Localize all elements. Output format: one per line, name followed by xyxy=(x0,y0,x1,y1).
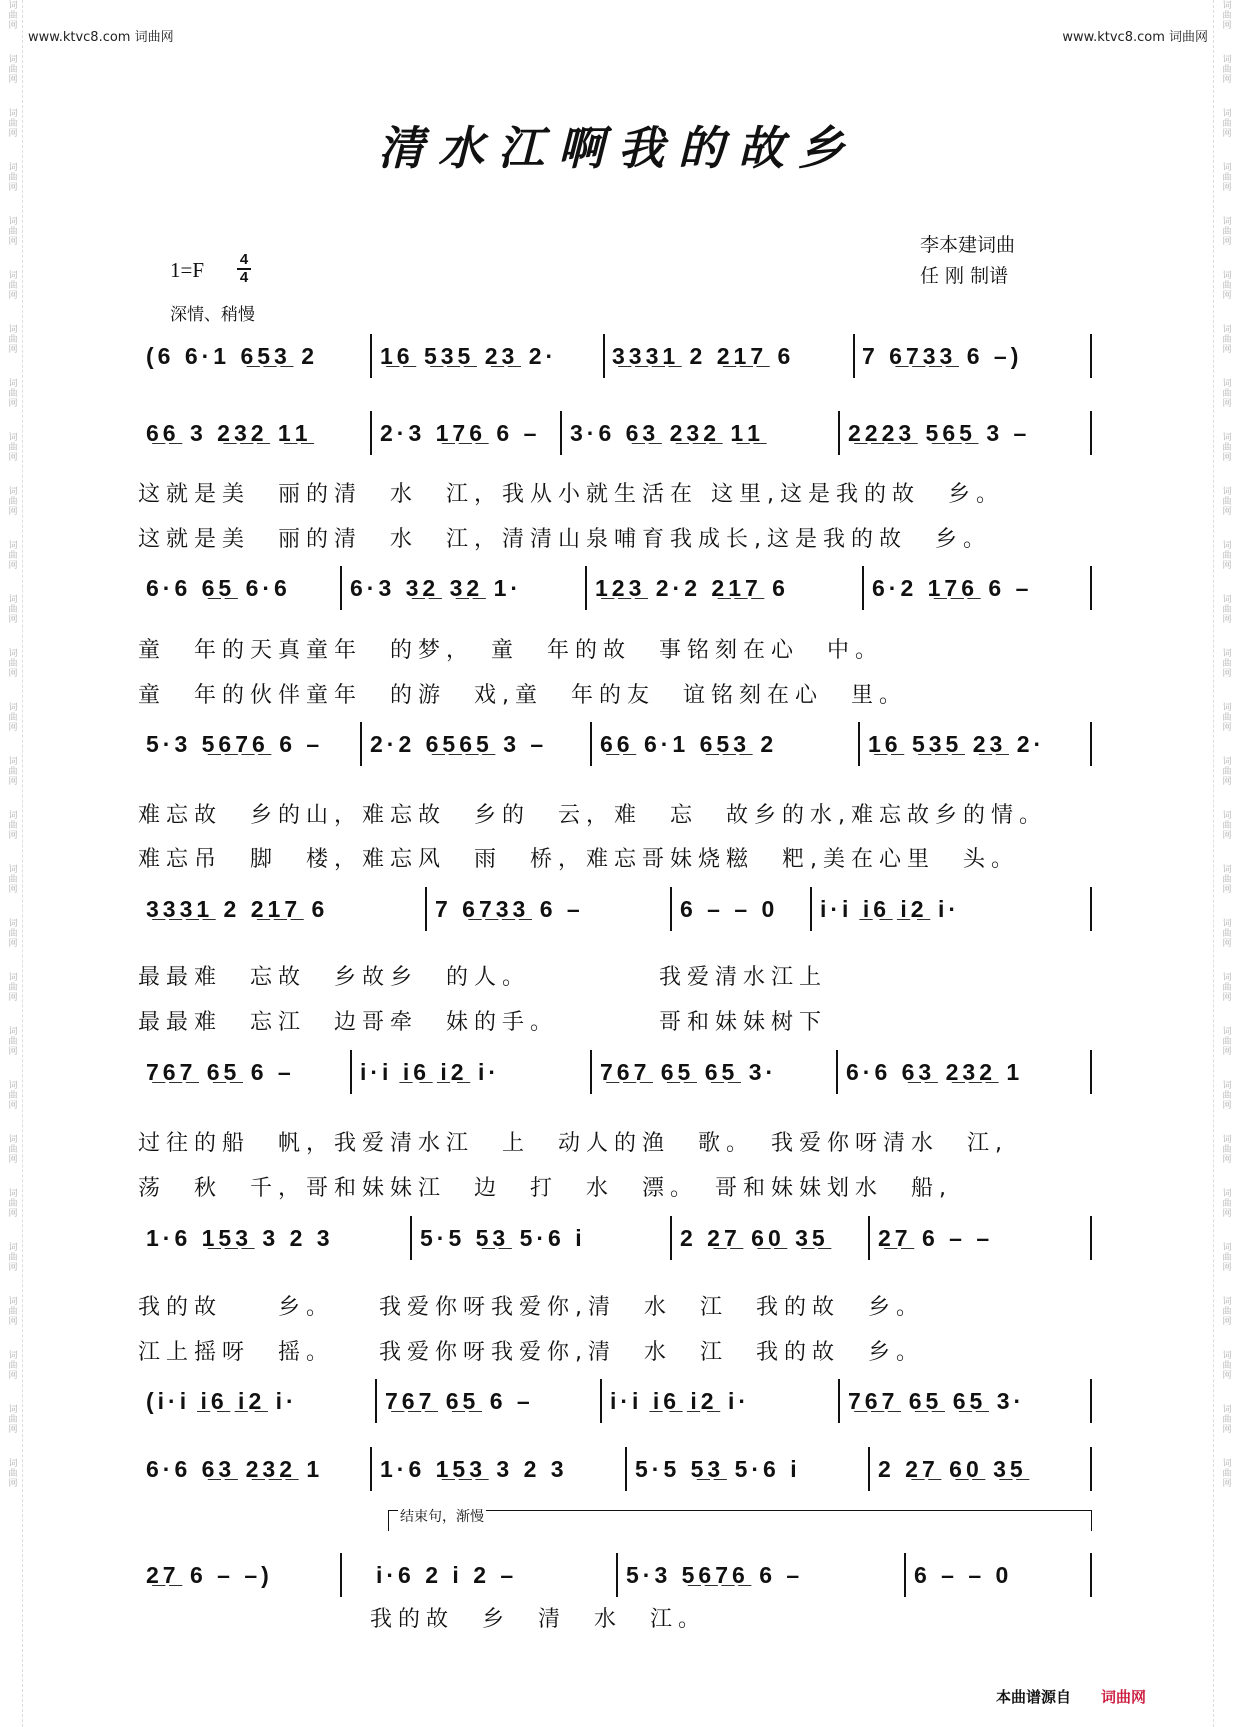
bar-line xyxy=(1090,722,1092,766)
measure: 6·2 1̲7̲6̲ 6 – xyxy=(872,575,1033,601)
bar-line xyxy=(1090,1553,1092,1597)
stripe-text: 词曲网 xyxy=(1220,324,1231,354)
score-row xyxy=(0,1050,1236,1094)
stripe-text: 词曲网 xyxy=(6,54,17,84)
measure: 1·6 1̲5̲3̲ 3 2 3 xyxy=(146,1225,334,1251)
stripe-text: 词曲网 xyxy=(1220,1296,1231,1326)
score-row xyxy=(0,1553,1236,1597)
measure: 7̲6̲7̲ 6̲5̲ 6̲5̲ 3· xyxy=(848,1388,1026,1414)
bar-line xyxy=(868,1216,870,1260)
stripe-text: 词曲网 xyxy=(6,1026,17,1056)
stripe-text: 词曲网 xyxy=(1220,108,1231,138)
score-row xyxy=(0,411,1236,455)
stripe-text: 词曲网 xyxy=(1220,648,1231,678)
measure: 3·6 6̲3̲ 2̲3̲2̲ 1̲1̲ xyxy=(570,420,764,446)
stripe-text: 词曲网 xyxy=(6,972,17,1002)
bar-line xyxy=(370,334,372,378)
stripe-text: 词曲网 xyxy=(1220,54,1231,84)
stripe-text: 词曲网 xyxy=(1220,1350,1231,1380)
site-watermark-left: www.ktvc8.com 词曲网 xyxy=(28,30,174,45)
measure: 6 – – 0 xyxy=(680,896,779,922)
stripe-text: 词曲网 xyxy=(6,486,17,516)
stripe-text: 词曲网 xyxy=(6,756,17,786)
lyric-line: 我的故 乡。 我爱你呀我爱你,清 水 江 我的故 乡。 xyxy=(138,1295,924,1320)
measure: 6·6 6̲5̲ 6·6 xyxy=(146,575,291,601)
bar-line xyxy=(340,566,342,610)
lyric-line: 荡 秋 千，哥和妹妹江 边 打 水 漂。 哥和妹妹划水 船, xyxy=(138,1176,952,1201)
lyric-line: 最最难 忘故 乡故乡 的人。 我爱清水江上 xyxy=(138,965,828,990)
stripe-text: 词曲网 xyxy=(6,324,17,354)
stripe-text: 词曲网 xyxy=(6,378,17,408)
measure: 6 – – 0 xyxy=(914,1562,1013,1588)
measure: i·i i̲6̲ i̲2̲ i· xyxy=(360,1059,501,1085)
time-signature xyxy=(236,252,252,286)
time-signature-top: 4 xyxy=(239,251,249,268)
stripe-text: 词曲网 xyxy=(1220,1080,1231,1110)
lyric-line: 这就是美 丽的清 水 江，清清山泉哺育我成长,这是我的故 乡。 xyxy=(138,527,991,552)
bar-line xyxy=(350,1050,352,1094)
measure: 2̲7̲ 6 – – xyxy=(878,1225,994,1251)
stripe-text: 词曲网 xyxy=(6,702,17,732)
stripe-text: 词曲网 xyxy=(6,162,17,192)
measure: 7 6̲7̲3̲3̲ 6 – xyxy=(435,896,584,922)
stripe-text: 词曲网 xyxy=(1220,594,1231,624)
stripe-text: 词曲网 xyxy=(6,1188,17,1218)
bar-line xyxy=(560,411,562,455)
score-row xyxy=(0,1379,1236,1423)
measure: 7 6̲7̲3̲3̲ 6 –) xyxy=(862,343,1023,369)
score-row xyxy=(0,334,1236,378)
score-row xyxy=(0,722,1236,766)
stripe-text: 词曲网 xyxy=(1220,702,1231,732)
bar-line xyxy=(1090,1050,1092,1094)
measure: i·i i̲6̲ i̲2̲ i· xyxy=(820,896,961,922)
bar-line xyxy=(836,1050,838,1094)
bar-line xyxy=(858,722,860,766)
lyric-line: 这就是美 丽的清 水 江，我从小就生活在 这里,这是我的故 乡。 xyxy=(138,482,1004,507)
bar-line xyxy=(370,1447,372,1491)
stripe-text: 词曲网 xyxy=(1220,486,1231,516)
measure: 2·2 6̲5̲6̲5̲ 3 – xyxy=(370,731,548,757)
stripe-text: 词曲网 xyxy=(1220,378,1231,408)
bar-line xyxy=(810,887,812,931)
measure: 3̲3̲3̲1̲ 2 2̲1̲7̲ 6 xyxy=(146,896,329,922)
stripe-text: 词曲网 xyxy=(1220,540,1231,570)
measure: i·i i̲6̲ i̲2̲ i· xyxy=(610,1388,751,1414)
stripe-text: 词曲网 xyxy=(6,0,17,30)
bar-line xyxy=(360,722,362,766)
bar-line xyxy=(600,1379,602,1423)
stripe-text: 词曲网 xyxy=(6,1458,17,1488)
stripe-text: 词曲网 xyxy=(6,864,17,894)
stripe-text: 词曲网 xyxy=(6,432,17,462)
measure: 7̲6̲7̲ 6̲5̲ 6 – xyxy=(385,1388,534,1414)
notation-credit: 任 刚 制谱 xyxy=(920,265,1009,287)
bar-line xyxy=(590,1050,592,1094)
stripe-text: 词曲网 xyxy=(1220,864,1231,894)
credits xyxy=(920,230,1015,292)
stripe-text: 词曲网 xyxy=(6,1404,17,1434)
stripe-text: 词曲网 xyxy=(1220,810,1231,840)
bar-line xyxy=(370,411,372,455)
measure: 7̲6̲7̲ 6̲5̲ 6 – xyxy=(146,1059,295,1085)
measure: 5·5 5̲3̲ 5·6 i xyxy=(635,1456,801,1482)
measure: 5·3 5̲6̲7̲6̲ 6 – xyxy=(146,731,324,757)
stripe-text: 词曲网 xyxy=(6,1134,17,1164)
score-row xyxy=(0,887,1236,931)
lyric-line: 我的故 乡 清 水 江。 xyxy=(370,1607,707,1632)
score-row xyxy=(0,1447,1236,1491)
site-watermark-right: www.ktvc8.com 词曲网 xyxy=(1062,30,1208,45)
bar-line xyxy=(1090,887,1092,931)
bar-line xyxy=(425,887,427,931)
bar-line xyxy=(410,1216,412,1260)
stripe-text: 词曲网 xyxy=(1220,918,1231,948)
stripe-text: 词曲网 xyxy=(1220,1026,1231,1056)
bar-line xyxy=(1090,1216,1092,1260)
score-row xyxy=(0,566,1236,610)
lyric-line: 最最难 忘江 边哥牵 妹的手。 哥和妹妹树下 xyxy=(138,1010,828,1035)
bar-line xyxy=(590,722,592,766)
ending-bracket xyxy=(388,1510,1092,1531)
stripe-text: 词曲网 xyxy=(6,1242,17,1272)
measure: 1̲2̲3̲ 2·2 2̲1̲7̲ 6 xyxy=(595,575,789,601)
stripe-text: 词曲网 xyxy=(6,270,17,300)
stripe-text: 词曲网 xyxy=(1220,1458,1231,1488)
lyric-line: 童 年的伙伴童年 的游 戏,童 年的友 谊铭刻在心 里。 xyxy=(138,683,907,708)
bar-line xyxy=(838,1379,840,1423)
stripe-text: 词曲网 xyxy=(6,540,17,570)
key-signature: 1=F xyxy=(170,258,205,282)
stripe-text: 词曲网 xyxy=(1220,162,1231,192)
bar-line xyxy=(1090,411,1092,455)
bar-line xyxy=(838,411,840,455)
measure: 1·6 1̲5̲3̲ 3 2 3 xyxy=(380,1456,568,1482)
bar-line xyxy=(1090,334,1092,378)
measure: 2 2̲7̲ 6̲0̲ 3̲5̲ xyxy=(878,1456,1027,1482)
bar-line xyxy=(862,566,864,610)
measure: 7̲6̲7̲ 6̲5̲ 6̲5̲ 3· xyxy=(600,1059,778,1085)
stripe-text: 词曲网 xyxy=(1220,1188,1231,1218)
measure: 5·5 5̲3̲ 5·6 i xyxy=(420,1225,586,1251)
stripe-text: 词曲网 xyxy=(1220,432,1231,462)
measure: 3̲3̲3̲1̲ 2 2̲1̲7̲ 6 xyxy=(612,343,795,369)
bar-line xyxy=(670,1216,672,1260)
measure: (i·i i̲6̲ i̲2̲ i· xyxy=(146,1388,298,1414)
measure: i·6 2 i 2 – xyxy=(376,1562,518,1588)
stripe-text: 词曲网 xyxy=(1220,972,1231,1002)
lyric-line: 童 年的天真童年 的梦， 童 年的故 事铭刻在心 中。 xyxy=(138,638,884,663)
song-title: 清水江啊我的故乡 xyxy=(378,121,858,175)
stripe-text: 词曲网 xyxy=(6,594,17,624)
footer xyxy=(996,1686,1146,1707)
stripe-text: 词曲网 xyxy=(1220,216,1231,246)
stripe-text: 词曲网 xyxy=(6,1350,17,1380)
stripe-text: 词曲网 xyxy=(6,108,17,138)
bar-line xyxy=(670,887,672,931)
lyric-line: 江上摇呀 摇。 我爱你呀我爱你,清 水 江 我的故 乡。 xyxy=(138,1340,924,1365)
bar-line xyxy=(904,1553,906,1597)
stripe-text: 词曲网 xyxy=(1220,1242,1231,1272)
measure: 6·6 6̲3̲ 2̲3̲2̲ 1 xyxy=(846,1059,1024,1085)
bar-line xyxy=(625,1447,627,1491)
measure: 2 2̲7̲ 6̲0̲ 3̲5̲ xyxy=(680,1225,829,1251)
bar-line xyxy=(1090,1379,1092,1423)
bar-line xyxy=(603,334,605,378)
measure: 5·3 5̲6̲7̲6̲ 6 – xyxy=(626,1562,804,1588)
ending-label: 结束句，渐慢 xyxy=(398,1506,486,1526)
measure: 2̲2̲2̲3̲ 5̲6̲5̲ 3 – xyxy=(848,420,1031,446)
stripe-text: 词曲网 xyxy=(6,648,17,678)
bar-line xyxy=(340,1553,342,1597)
footer-source: 本曲谱源自 xyxy=(996,1688,1072,1706)
lyric-line: 过往的船 帆，我爱清水江 上 动人的渔 歌。 我爱你呀清水 江, xyxy=(138,1131,1008,1156)
score-row xyxy=(0,1216,1236,1260)
measure: 1̲6̲ 5̲3̲5̲ 2̲3̲ 2· xyxy=(868,731,1046,757)
footer-brand: 词曲网 xyxy=(1101,1688,1147,1706)
measure: (6 6·1 6̲5̲3̲ 2 xyxy=(146,343,319,369)
stripe-text: 词曲网 xyxy=(1220,756,1231,786)
tempo-marking: 深情、稍慢 xyxy=(170,305,255,325)
stripe-text: 词曲网 xyxy=(1220,270,1231,300)
bar-line xyxy=(1090,566,1092,610)
measure: 1̲6̲ 5̲3̲5̲ 2̲3̲ 2· xyxy=(380,343,558,369)
measure: 6·6 6̲3̲ 2̲3̲2̲ 1 xyxy=(146,1456,324,1482)
measure: 6̲6̲ 3 2̲3̲2̲ 1̲1̲ xyxy=(146,420,312,446)
stripe-text: 词曲网 xyxy=(1220,1134,1231,1164)
stripe-text: 词曲网 xyxy=(6,810,17,840)
bar-line xyxy=(616,1553,618,1597)
lyric-line: 难忘吊 脚 楼，难忘风 雨 桥，难忘哥妹烧糍 粑,美在心里 头。 xyxy=(138,847,1019,872)
time-signature-bottom: 4 xyxy=(239,269,249,286)
stripe-text: 词曲网 xyxy=(6,1080,17,1110)
bar-line xyxy=(1090,1447,1092,1491)
bar-line xyxy=(375,1379,377,1423)
measure: 2̲7̲ 6 – –) xyxy=(146,1562,273,1588)
stripe-text: 词曲网 xyxy=(6,216,17,246)
composer-credit: 李本建词曲 xyxy=(920,234,1016,256)
stripe-text: 词曲网 xyxy=(1220,1404,1231,1434)
measure: 2·3 1̲7̲6̲ 6 – xyxy=(380,420,541,446)
bar-line xyxy=(853,334,855,378)
stripe-text: 词曲网 xyxy=(1220,0,1231,30)
bar-line xyxy=(868,1447,870,1491)
stripe-text: 词曲网 xyxy=(6,1296,17,1326)
bar-line xyxy=(585,566,587,610)
lyric-line: 难忘故 乡的山，难忘故 乡的 云，难 忘 故乡的水,难忘故乡的情。 xyxy=(138,803,1047,828)
measure: 6̲6̲ 6·1 6̲5̲3̲ 2 xyxy=(600,731,778,757)
measure: 6·3 3̲2̲ 3̲2̲ 1· xyxy=(350,575,523,601)
stripe-text: 词曲网 xyxy=(6,918,17,948)
